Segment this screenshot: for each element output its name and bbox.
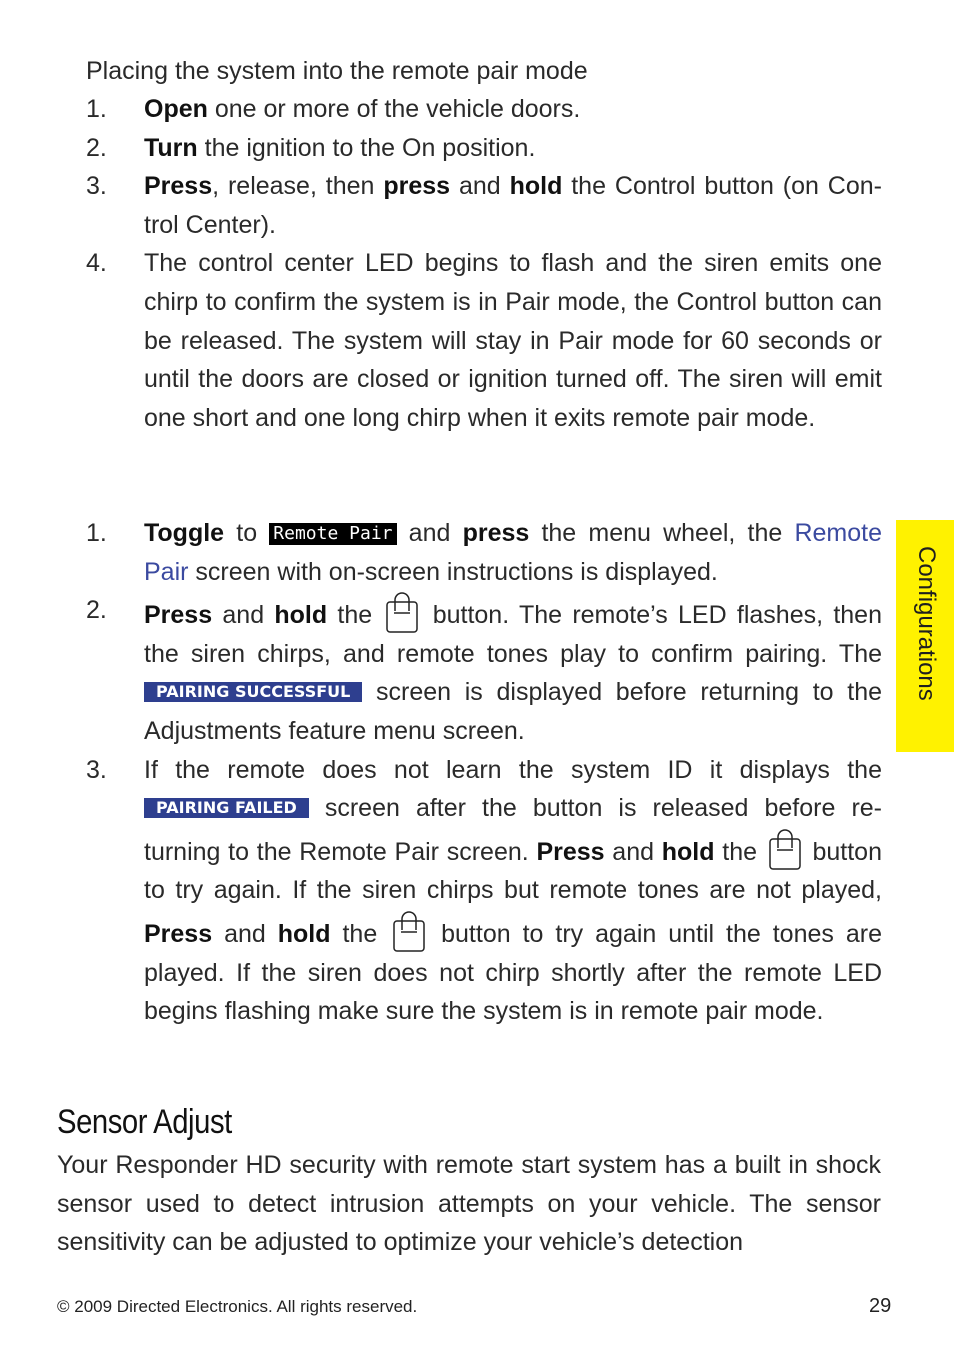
item-text: If the remote does not learn the system ID it displays the [144,755,882,784]
keyword: hold [277,919,331,948]
item-text: and [604,837,662,866]
copyright-notice: © 2009 Directed Electronics. All rights reserved. [57,1297,418,1316]
item-text: , release, then [212,172,384,201]
pairing-successful-badge: PAIRING SUCCESSFUL [144,682,362,702]
keyword: Toggle [144,519,225,547]
sensor-adjust-paragraph: Your Responder HD security with remote start system has a built in shock sensor used to detect intrusion attempts on your vehicle. The sensor sensitivity can be adjusted to optimize your vehicle’s detection [57,1151,881,1257]
item-number: 2. [86,596,107,625]
keyword: Press [144,601,213,630]
item-text: one or more of the vehicle doors. [207,95,581,123]
item-text: to [224,519,270,547]
page-number: 29 [869,1295,892,1317]
keyword: hold [274,601,328,630]
item-text: button. The remote’s LED flashes, then the siren chirps, and remote tones play to confirm pairing. The [144,601,882,668]
remote-pair-link[interactable]: Remote Pair [144,519,882,586]
list-item [86,167,882,244]
section-heading: Sensor Adjust [57,1103,232,1141]
list-item [86,514,882,591]
list-item [86,244,882,437]
keyword: hold [509,172,563,201]
keyword: press [462,519,530,547]
item-text: the ignition to the On position. [197,133,536,162]
item-text: and [212,919,278,948]
item-text: screen after the button is released before re-turning to the Remote Pair screen. [144,794,882,866]
item-number: 2. [86,133,107,162]
remote-pair-steps [86,514,882,1031]
item-text: the [714,837,765,866]
keyword: Press [144,172,213,201]
item-text: and [450,172,510,201]
list-item [86,591,882,750]
list-item [86,90,882,129]
item-text: and [396,519,463,547]
keyword: Turn [144,133,198,162]
item-text: button to try again until the tones are played. If the siren does not chirp shortly after the remote LED begins flashing make sure the system is in remote pair mode. [144,919,882,1026]
item-number: 4. [86,249,107,278]
menu-label-code: Remote Pair [269,523,396,545]
pair-mode-steps [86,90,882,437]
lock-button-icon [386,591,418,633]
item-text: the menu wheel, the [529,519,795,547]
pairing-failed-badge: PAIRING FAILED [144,798,309,818]
item-text: the [327,601,383,630]
list-item [86,751,882,1031]
item-text: the Control button (on Con-trol Center). [144,172,882,239]
lock-button-icon [393,910,425,952]
keyword: hold [661,837,715,866]
keyword: press [383,172,451,201]
item-text: button to try again. If the siren chirps but remote tones are not played, [144,837,882,905]
item-text: The control center LED begins to flash and the siren emits one chirp to confirm the system is in Pair mode, the Control button can be released. The system will stay in Pair mode for 60 seconds or until the doors are closed or ignition turned off. The siren will emit one short and one long chirp when it exits remote pair mode. [144,249,882,432]
keyword: Open [144,95,208,123]
item-number: 1. [86,95,107,123]
item-number: 3. [86,172,107,201]
section-tab-label: Configurations [913,546,940,701]
list-item [86,129,882,168]
lock-button-icon [769,828,801,870]
item-text: screen is displayed before returning to the Adjustments feature menu screen. [144,678,882,745]
item-number: 1. [86,519,107,547]
intro-line: Placing the system into the remote pair mode [86,57,588,85]
item-text: and [212,601,275,630]
item-text: screen with on-screen instructions is displayed. [188,557,718,586]
item-text: the [330,919,390,948]
item-number: 3. [86,755,107,784]
keyword: Press [144,919,213,948]
keyword: Press [536,837,605,866]
